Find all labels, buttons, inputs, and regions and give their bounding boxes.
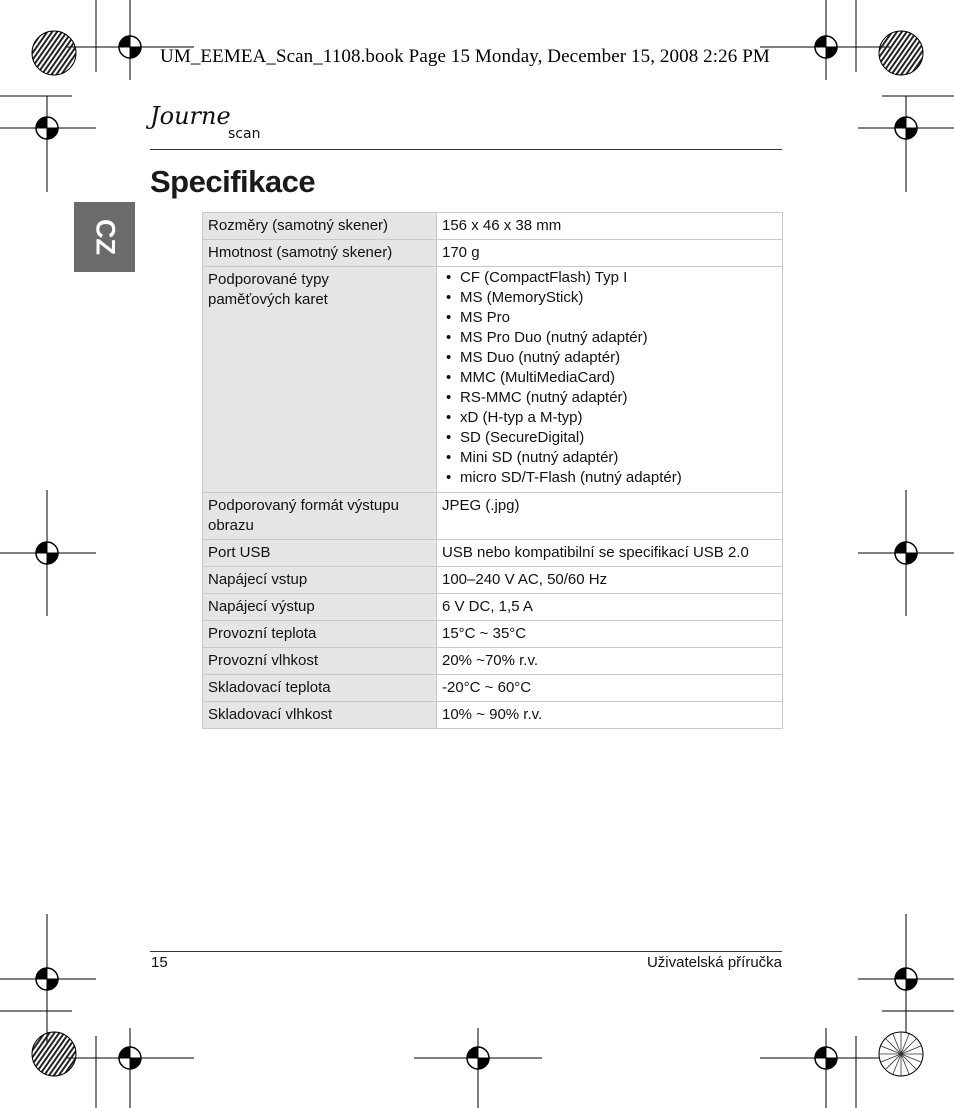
list-item: • MS (MemoryStick) — [446, 289, 584, 306]
header-rule — [150, 149, 782, 150]
logo-sub: scan — [228, 126, 261, 142]
spec-value: 156 x 46 x 38 mm — [437, 213, 783, 240]
list-item: • MS Pro Duo (nutný adaptér) — [446, 329, 648, 346]
spec-label-text: Podporované typy paměťových karet — [208, 271, 329, 308]
spec-value — [437, 267, 783, 493]
page-number: 15 — [151, 954, 168, 971]
spec-value: 100–240 V AC, 50/60 Hz — [437, 567, 783, 594]
spec-value: 6 V DC, 1,5 A — [437, 594, 783, 621]
spec-value: 15°C ~ 35°C — [437, 621, 783, 648]
spec-value: 10% ~ 90% r.v. — [437, 702, 783, 729]
spec-value: 170 g — [437, 240, 783, 267]
footer-doc-title: Uživatelská příručka — [646, 954, 782, 971]
spec-table — [202, 212, 783, 729]
spec-value: JPEG (.jpg) — [437, 493, 783, 540]
journe-scan-logo — [148, 102, 278, 148]
spec-label: Hmotnost (samotný skener) — [203, 240, 437, 267]
logo-script: Journe — [150, 102, 231, 130]
language-tab-label: CZ — [90, 219, 120, 255]
spec-label: Skladovací teplota — [203, 675, 437, 702]
spec-label: Napájecí vstup — [203, 567, 437, 594]
spec-label: Napájecí výstup — [203, 594, 437, 621]
spec-label: Provozní vlhkost — [203, 648, 437, 675]
card-list — [442, 268, 777, 488]
spec-label: Podporovaný formát výstupu obrazu — [203, 493, 437, 540]
list-item: • MS Pro — [446, 309, 511, 326]
spec-label — [203, 267, 437, 493]
language-tab — [74, 202, 135, 272]
page-title: Specifikace — [150, 164, 316, 199]
spec-value: -20°C ~ 60°C — [437, 675, 783, 702]
spec-value: 20% ~70% r.v. — [437, 648, 783, 675]
table-row — [203, 240, 783, 267]
spec-label: Port USB — [203, 540, 437, 567]
spec-label: Rozměry (samotný skener) — [203, 213, 437, 240]
list-item: • Mini SD (nutný adaptér) — [446, 449, 619, 466]
table-row — [203, 540, 783, 567]
spec-label: Skladovací vlhkost — [203, 702, 437, 729]
table-row — [203, 493, 783, 540]
table-row — [203, 267, 783, 493]
list-item: • micro SD/T-Flash (nutný adaptér) — [446, 469, 682, 486]
table-row — [203, 675, 783, 702]
footer-rule — [150, 951, 782, 952]
table-row — [203, 567, 783, 594]
list-item: • SD (SecureDigital) — [446, 429, 585, 446]
table-row — [203, 702, 783, 729]
table-row — [203, 213, 783, 240]
list-item: • RS-MMC (nutný adaptér) — [446, 389, 628, 406]
list-item: • MS Duo (nutný adaptér) — [446, 349, 621, 366]
table-row — [203, 648, 783, 675]
print-slug: UM_EEMEA_Scan_1108.book Page 15 Monday, December 15, 2008 2:26 PM — [160, 46, 770, 67]
spec-value: USB nebo kompatibilní se specifikací USB 2.0 — [437, 540, 783, 567]
spec-label: Provozní teplota — [203, 621, 437, 648]
list-item: • MMC (MultiMediaCard) — [446, 369, 616, 386]
list-item: • xD (H-typ a M-typ) — [446, 409, 583, 426]
table-row — [203, 594, 783, 621]
table-row — [203, 621, 783, 648]
list-item: • CF (CompactFlash) Typ I — [446, 269, 628, 286]
